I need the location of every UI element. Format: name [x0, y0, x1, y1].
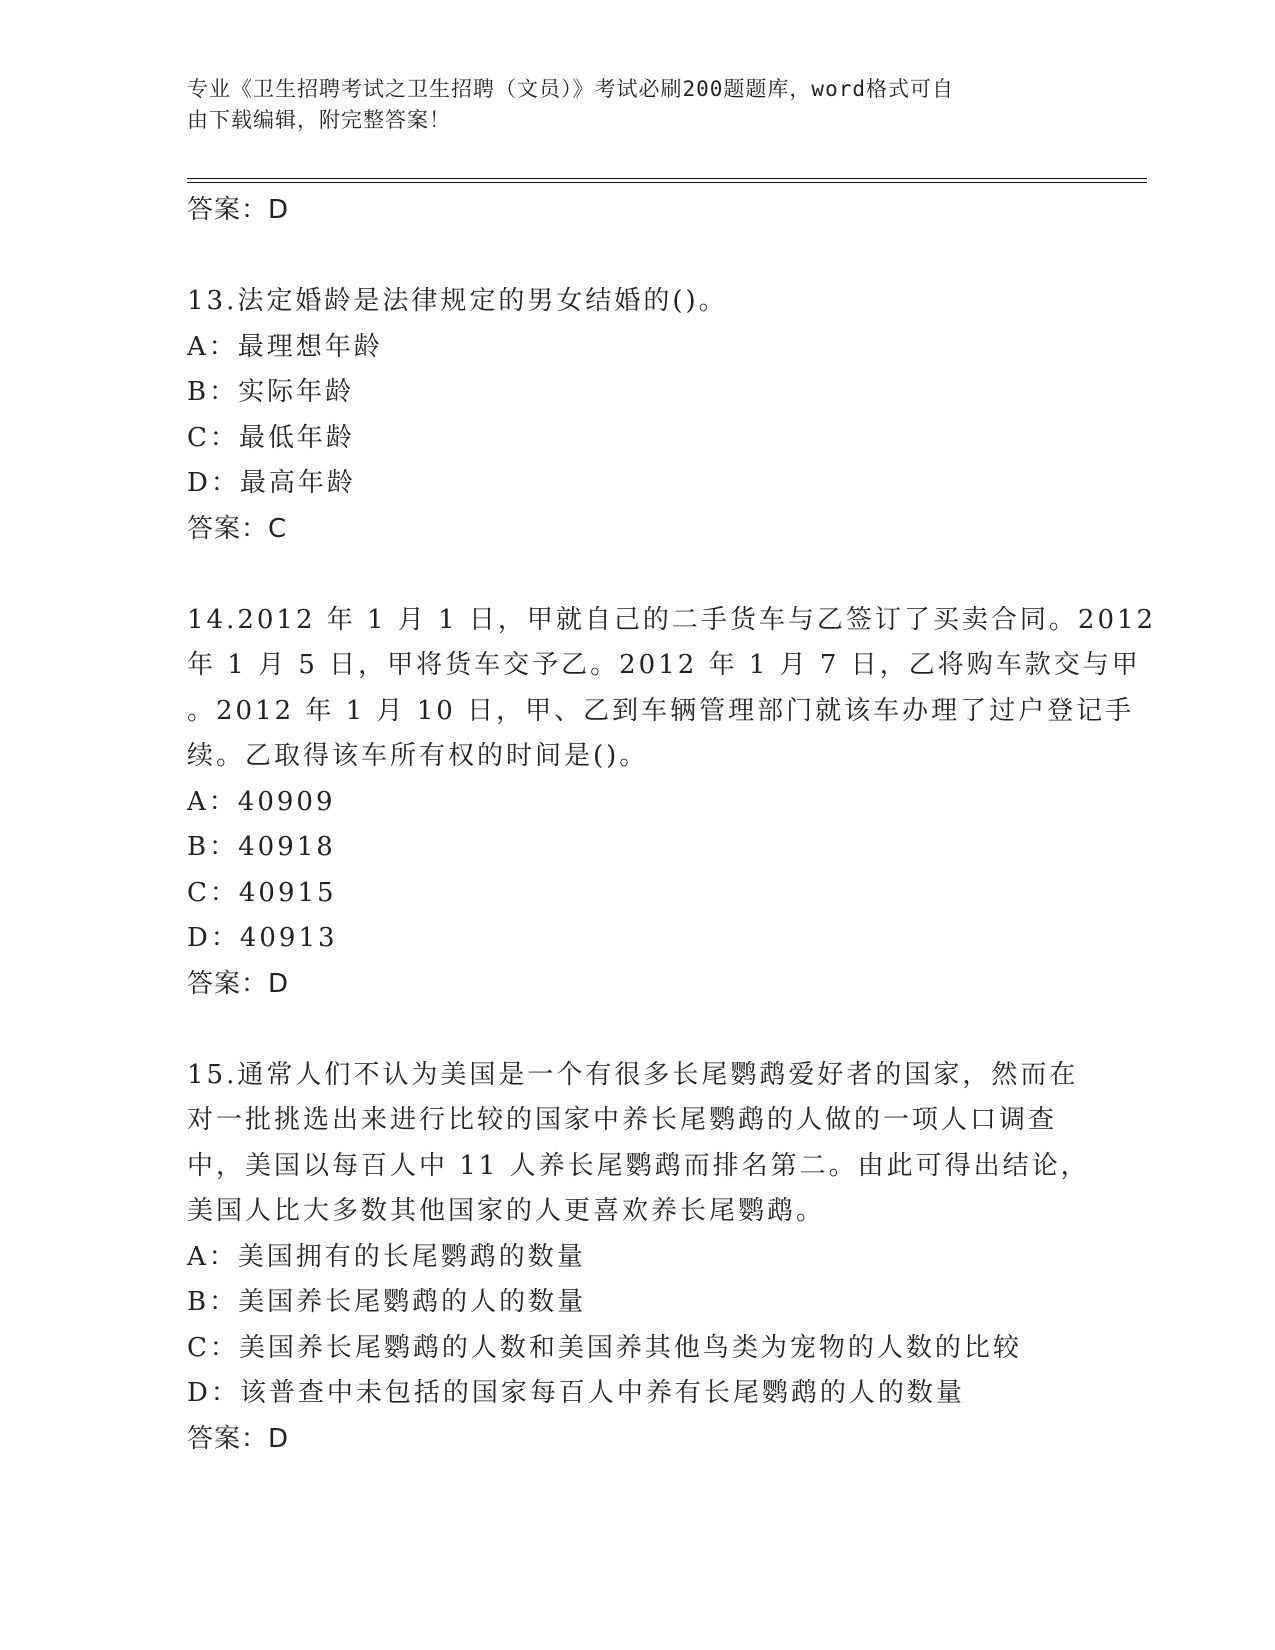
option-d: D：该普查中未包括的国家每百人中养有长尾鹦鹉的人的数量 — [187, 1378, 965, 1408]
header-divider — [187, 178, 1147, 179]
question-stem: 中，美国以每百人中 11 人养长尾鹦鹉而排名第二。由此可得出结论， — [187, 1150, 1090, 1181]
option-a: A：最理想年龄 — [187, 331, 383, 362]
option-b: B：40918 — [187, 832, 336, 862]
option-b: B：实际年龄 — [187, 377, 355, 407]
option-c: C：美国养长尾鹦鹉的人数和美国养其他鸟类为宠物的人数的比较 — [187, 1332, 1022, 1363]
question-13 — [187, 279, 1087, 552]
question-stem: 15.通常人们不认为美国是一个有很多长尾鹦鹉爱好者的国家，然而在 — [187, 1059, 1079, 1090]
option-d: D：最高年龄 — [187, 468, 356, 498]
document-header — [187, 74, 1087, 136]
question-stem: 14.2012 年 1 月 1 日，甲就自己的二手货车与乙签订了买卖合同。2012 — [187, 604, 1157, 635]
question-stem: 年 1 月 5 日，甲将货车交予乙。2012 年 1 月 7 日，乙将购车款交与甲 — [187, 650, 1141, 680]
question-stem: 13.法定婚龄是法律规定的男女结婚的()。 — [187, 286, 728, 316]
answer-line: 答案：D — [187, 1423, 290, 1454]
spacer — [187, 1007, 1087, 1053]
header-line: 专业《卫生招聘考试之卫生招聘（文员）》考试必刷200题题库，word格式可自 — [187, 77, 954, 101]
option-c: C：40915 — [187, 877, 337, 908]
spacer — [187, 552, 1087, 598]
option-a: A：美国拥有的长尾鹦鹉的数量 — [187, 1241, 586, 1272]
question-14 — [187, 598, 1157, 1008]
header-line: 由下载编辑，附完整答案！ — [187, 108, 451, 132]
question-stem: 续。乙取得该车所有权的时间是()。 — [187, 741, 649, 771]
option-c: C：最低年龄 — [187, 422, 355, 453]
question-15 — [187, 1053, 1090, 1463]
document-body — [187, 188, 1157, 1462]
answer-line: 答案：D — [187, 968, 290, 999]
answer-line: 答案：D — [187, 195, 290, 225]
option-d: D：40913 — [187, 923, 338, 953]
answer-line: 答案：C — [187, 513, 288, 544]
spacer — [187, 234, 1087, 280]
option-b: B：美国养长尾鹦鹉的人的数量 — [187, 1287, 587, 1317]
header-divider — [187, 182, 1147, 183]
question-stem: 美国人比大多数其他国家的人更喜欢养长尾鹦鹉。 — [187, 1196, 826, 1226]
option-a: A：40909 — [187, 786, 336, 817]
question-stem: 。2012 年 1 月 10 日，甲、乙到车辆管理部门就该车办理了过户登记手 — [187, 695, 1135, 726]
question-stem: 对一批挑选出来进行比较的国家中养长尾鹦鹉的人做的一项人口调查 — [187, 1105, 1058, 1135]
